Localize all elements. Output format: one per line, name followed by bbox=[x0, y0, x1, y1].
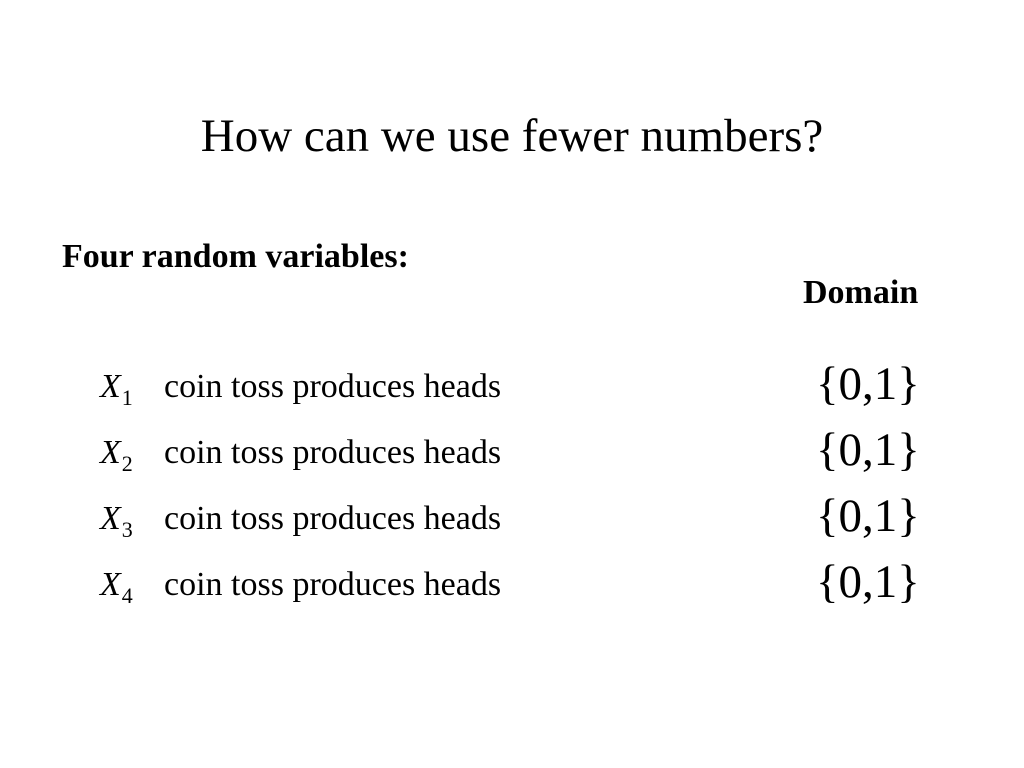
variable-description: coin toss produces heads bbox=[164, 566, 502, 603]
variable-subscript: 3 bbox=[121, 517, 133, 542]
variable-letter: X bbox=[100, 500, 121, 537]
domain-column-heading: Domain bbox=[803, 274, 919, 311]
variable-description: coin toss produces heads bbox=[164, 500, 502, 537]
variable-symbol bbox=[100, 496, 133, 545]
variable-letter: X bbox=[100, 434, 121, 471]
variable-symbol bbox=[100, 430, 133, 479]
variable-subscript: 1 bbox=[121, 385, 133, 410]
variable-symbol bbox=[100, 562, 133, 611]
variable-domain: {0,1} bbox=[816, 424, 920, 476]
variable-description: coin toss produces heads bbox=[164, 368, 502, 405]
variable-row bbox=[0, 490, 1024, 556]
variable-domain: {0,1} bbox=[816, 358, 920, 410]
variable-letter: X bbox=[100, 368, 121, 405]
variable-symbol bbox=[100, 364, 133, 413]
variable-domain: {0,1} bbox=[816, 490, 920, 542]
variable-subscript: 4 bbox=[121, 583, 133, 608]
slide-title: How can we use fewer numbers? bbox=[200, 110, 824, 162]
variable-description: coin toss produces heads bbox=[164, 434, 502, 471]
variable-row bbox=[0, 556, 1024, 622]
variable-letter: X bbox=[100, 566, 121, 603]
variable-row bbox=[0, 424, 1024, 490]
variable-row bbox=[0, 358, 1024, 424]
variable-subscript: 2 bbox=[121, 451, 133, 476]
variable-domain: {0,1} bbox=[816, 556, 920, 608]
section-heading: Four random variables: bbox=[62, 238, 409, 275]
